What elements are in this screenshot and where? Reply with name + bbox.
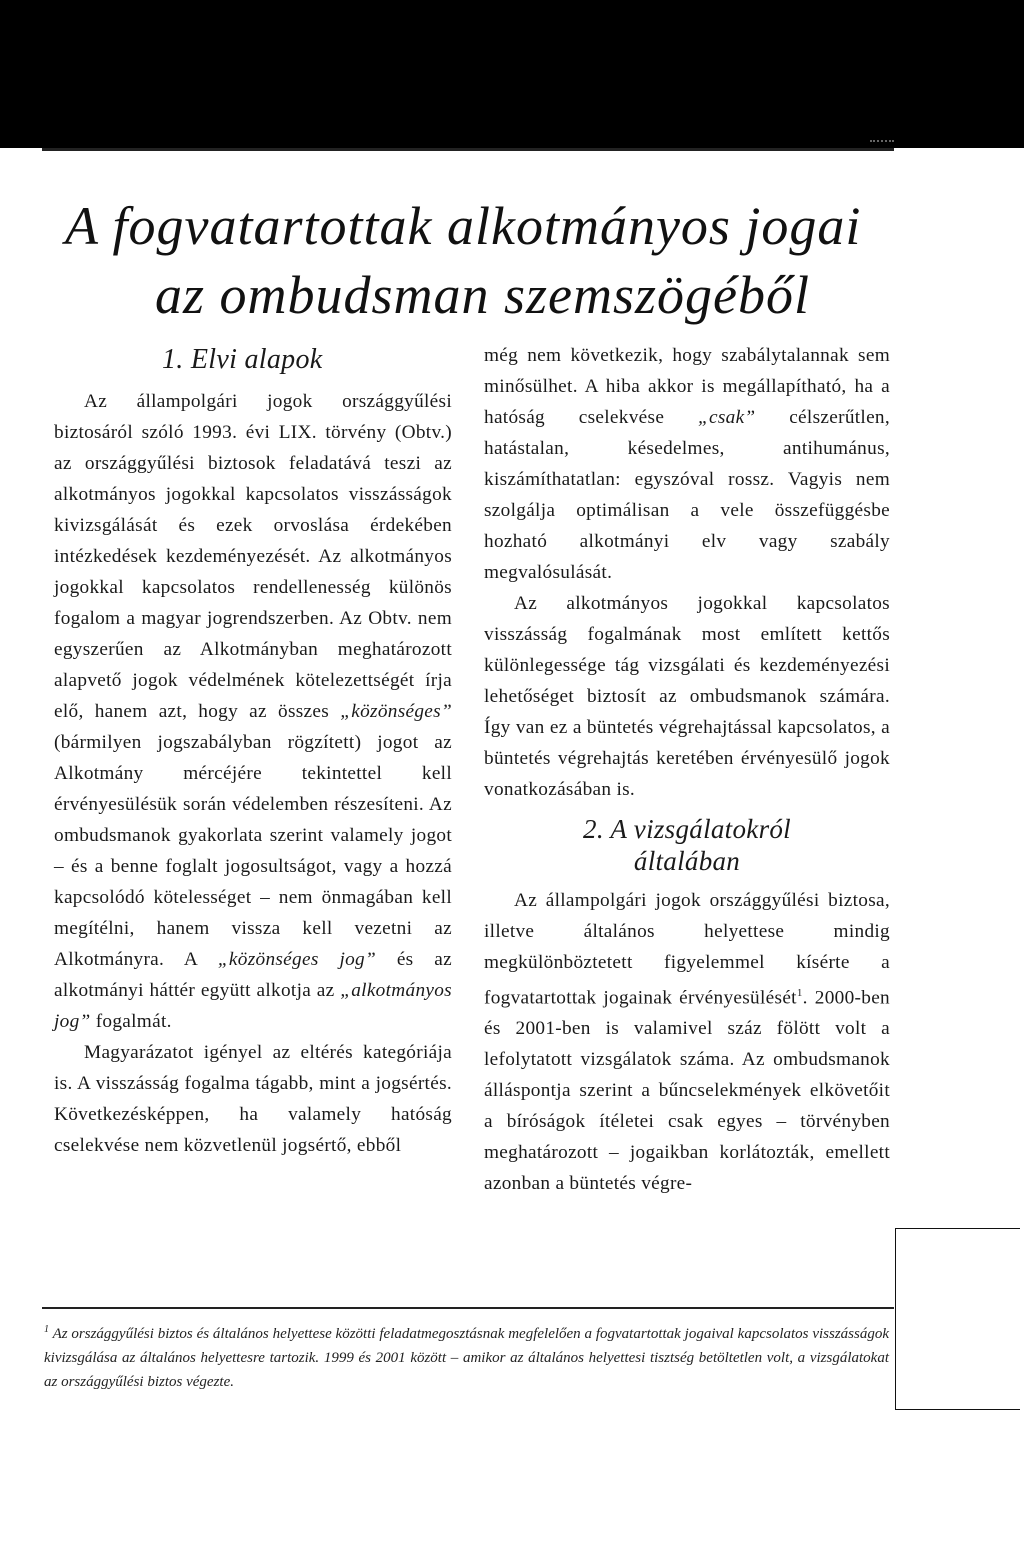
paragraph-5 [484,885,890,1199]
p1-quote-alkotmanyos-jog: „alkotmányos jog” [54,980,452,1032]
footnote [44,1318,889,1394]
p1-text-b: (bármilyen jogszabályban rögzített) jogot az Alkotmány mércéjére tekintettel kell érvényesülésük során védelemben részesíteni. Az ombudsmanok gyakorlata szerint valamely jogot – és a benne foglalt jogosultságot, vagy a hozzá kapcsolódó kötelességet – nem önmagában kell megítélni, hanem vissza kell vezetni az Alkotmányra. A [54,732,452,970]
black-scan-border [0,0,1024,148]
section-2-heading-line-1: 2. A vizsgálatokról [583,814,791,844]
p1-quote-kozonseges-jog: „közönséges jog” [217,949,377,970]
title-line-1: A fogvatartottak alkotmányos jogai [65,196,862,256]
section-1-heading: 1. Elvi alapok [162,344,323,375]
p5-text-a: Az állampolgári jogok országgyűlési biztosa, illetve általános helyettese mindig megkülönböztetett figyelemmel kísérte a fogvatartottak jogainak érvényesülését [484,890,890,1009]
title-line-2: az ombudsman szemszögéből [155,265,811,325]
p5-text-b: . 2000-ben és 2001-ben is valamivel száz fölött volt a lefolytatott vizsgálatok száma. Az ombudsmanok álláspontja szerint a bűncselekmények elkövetőit a bíróságok ítéletei csak egyes – törvényben meghatározott – jogaikban korlátozták, emellett azonban a büntetés végre- [484,987,890,1195]
paragraph-3 [484,340,890,588]
footnote-text: Az országgyűlési biztos és általános helyettese közötti feladatmegosztásnak megfelelően a fogvatartottak jogaival kapcsolatos visszásságok kivizsgálása az általános helyettesre tartozik. 1999 és 2001 között – amikor az általános helyettesi tisztség betöltetlen volt, a vizsgálatokat az országgyűlési biztos végezte. [44,1326,890,1390]
p1-text-d: fogalmát. [95,1011,172,1032]
paragraph-4: Az alkotmányos jogokkal kapcsolatos visszásság fogalmának most említett kettős különlegessége tág vizsgálati és kezdeményezési lehetőséget biztosít az ombudsmanok számára. Így van ez a büntetés végrehajtással kapcsolatos, a büntetés végrehajtás keretében érvényesülő jogok vonatkozásában is. [484,593,890,800]
paragraph-2: Magyarázatot igényel az eltérés kategóriája is. A visszásság fogalma tágabb, mint a jogsértés. Következésképpen, ha valamely hatóság cselekvése nem közvetlenül jogsértő, ebből [54,1042,452,1156]
footnote-mark: 1 [44,1324,49,1335]
p3-text-a: még nem következik, hogy szabálytalannak sem minősülhet. A hiba akkor is megállapítható, ha a hatóság cselekvése [484,345,890,428]
p3-quote-csak: „csak” [697,407,756,428]
paragraph-1 [54,386,452,1037]
p3-text-b: célszerűtlen, hatástalan, késedelmes, antihumánus, kiszámíthatatlan: egyszóval rossz. Vagyis nem szolgálja optimálisan a vele összefüggésbe hozható alkotmányi elv vagy szabály megvalósulását. [484,407,890,583]
footnote-ref: 1 [796,987,803,999]
right-column [484,340,890,1199]
top-rule [42,148,894,151]
section-2-heading [484,813,890,877]
margin-box [895,1228,1020,1410]
p1-text-c: és az alkotmányi háttér együtt alkotja az [54,949,453,1001]
top-rule-dots [870,140,894,150]
section-2-heading-line-2: általában [633,846,741,876]
p1-text-a: Az állampolgári jogok országgyűlési biztosáról szóló 1993. évi LIX. törvény (Obtv.) az országgyűlési biztosok feladatává teszi az alkotmányos jogokkal kapcsolatos visszásságok kivizsgálását és ezek orvoslása érdekében intézkedések kezdeményezését. Az alkotmányos jogokkal kapcsolatos rendellenesség különös fogalom a magyar jogrendszerben. Az Obtv. nem egyszerűen az Alkotmányban meghatározott alapvető jogok védelmének kötelezettségét írja elő, hanem azt, hogy az összes [54,391,452,722]
p1-quote-kozonseges: „közönséges” [340,701,452,722]
footnote-rule [42,1307,894,1309]
left-column [54,340,452,1161]
